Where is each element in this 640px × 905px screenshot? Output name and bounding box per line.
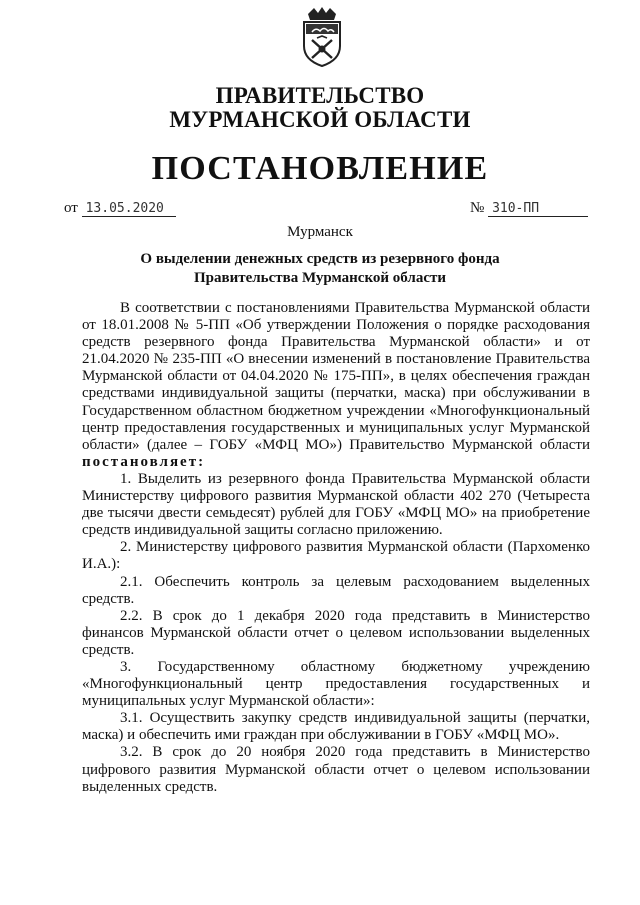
- paragraph-2-1: 2.1. Обеспечить контроль за целевым расходованием выделенных средств.: [82, 573, 590, 607]
- subject-line2: Правительства Мурманской области: [193, 270, 447, 286]
- paragraph-1: 1. Выделить из резервного фонда Правительства Мурманской области Министерству цифрового развития Мурманской области 402 270 (Четыреста две тысячи двести семьдесят) рублей для ГОБУ «МФЦ МО» на приобретение средств индивидуальной защиты согласно приложению.: [82, 470, 590, 539]
- number-value: 310-ПП: [488, 201, 588, 217]
- document-body: [82, 300, 590, 796]
- resolves-word: постановляет:: [82, 453, 206, 470]
- document-type-title: ПОСТАНОВЛЕНИЕ: [151, 150, 489, 187]
- city-label: Мурманск: [287, 224, 353, 240]
- paragraph-2-2: 2.2. В срок до 1 декабря 2020 года представить в Министерство финансов Мурманской области отчет о целевом использовании выделенных средств.: [82, 607, 590, 658]
- subject-line1: О выделении денежных средств из резервного фонда: [140, 251, 500, 267]
- number-field: [470, 200, 588, 217]
- paragraph-3: 3. Государственному областному бюджетному учреждению «Многофункциональный центр предоставления государственных и муниципальных услуг Мурманской области»:: [82, 658, 590, 710]
- government-title-line1: ПРАВИТЕЛЬСТВО: [215, 83, 425, 108]
- document-subject: [0, 250, 640, 288]
- date-value: 13.05.2020: [82, 201, 176, 217]
- intro-text: В соответствии с постановлениями Правительства Мурманской области от 18.01.2008 № 5-ПП «Об утверждении Положения о порядке расходования средств резервного фонда Правительства Мурманской области» и от 21.04.2020 № 235-ПП «О внесении изменений в постановление Правительства Мурманской области от 04.04.2020 № 175-ПП», в целях обеспечения граждан средствами индивидуальной защиты (перчатки, маска) при обслуживании в Государственном областном бюджетном учреждении «Многофункциональный центр предоставления государственных и муниципальных услуг Мурманской области» (далее – ГОБУ «МФЦ МО») Правительство Мурманской области: [82, 300, 590, 453]
- paragraph-3-1: 3.1. Осуществить закупку средств индивидуальной защиты (перчатки, маска) и обеспечить ими граждан при обслуживании в ГОБУ «МФЦ МО».: [82, 710, 590, 744]
- paragraph-intro: [82, 300, 590, 471]
- number-prefix: №: [470, 200, 485, 216]
- murmansk-coat-of-arms-icon: [300, 6, 344, 68]
- paragraph-2: 2. Министерству цифрового развития Мурманской области (Пархоменко И.А.):: [82, 539, 590, 573]
- date-field: [64, 200, 176, 217]
- paragraph-3-2: 3.2. В срок до 20 ноября 2020 года представить в Министерство цифрового развития Мурманской области отчет о целевом использовании выделенных средств.: [82, 744, 590, 795]
- date-prefix: от: [64, 200, 78, 216]
- government-title-line2: МУРМАНСКОЙ ОБЛАСТИ: [169, 107, 471, 132]
